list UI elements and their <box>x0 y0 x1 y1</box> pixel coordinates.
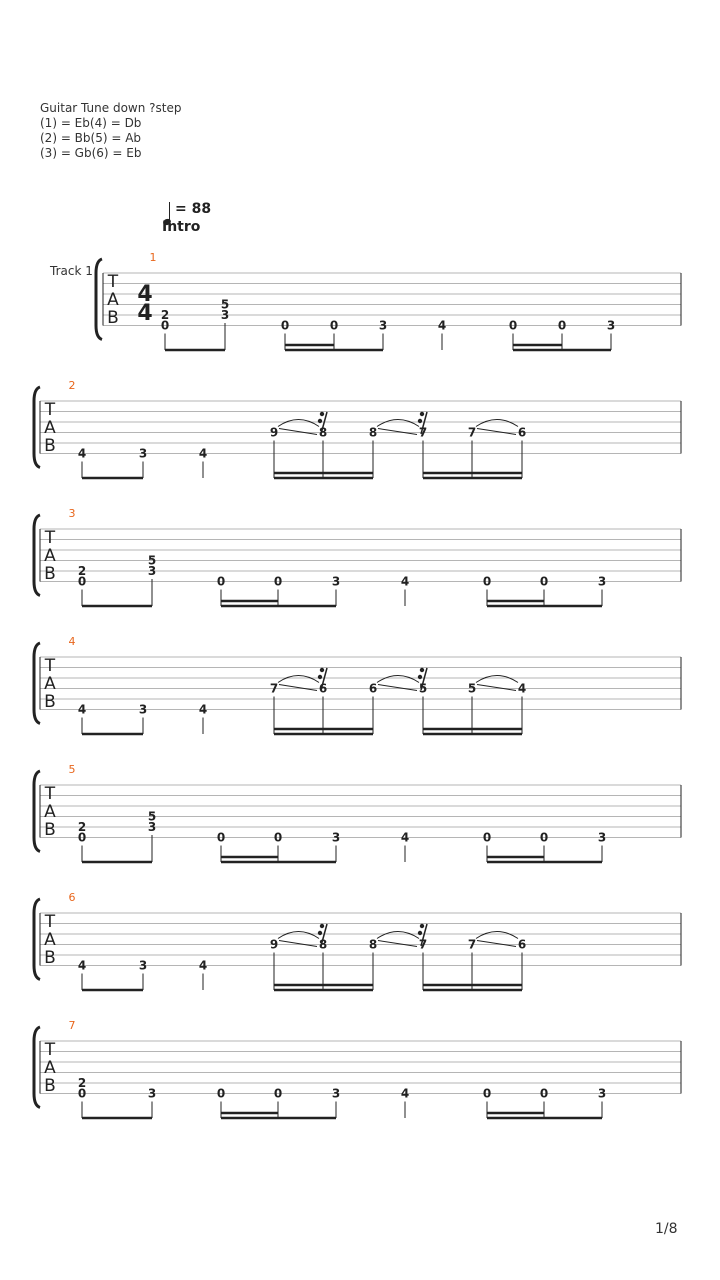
fret-number: 3 <box>138 446 148 461</box>
fret-number: 4 <box>437 318 447 333</box>
tab-clef-letter: B <box>44 692 56 712</box>
section-label: Intro <box>162 219 201 235</box>
tab-system <box>34 1027 681 1118</box>
fret-number: 3 <box>597 574 607 589</box>
fret-number: 3 <box>331 830 341 845</box>
slide-line <box>378 941 417 947</box>
fret-number: 4 <box>400 574 410 589</box>
fret-number: 3 <box>147 1086 157 1101</box>
measure-number: 1 <box>149 251 157 264</box>
fret-number: 3 <box>331 1086 341 1101</box>
tuning-line: (3) = Gb(6) = Eb <box>40 146 142 160</box>
fret-number: 3 <box>147 820 157 834</box>
fret-number: 0 <box>216 830 226 845</box>
rest-dot <box>318 419 322 423</box>
fret-number: 0 <box>539 574 549 589</box>
fret-number: 6 <box>517 425 527 440</box>
tab-system <box>96 259 681 350</box>
fret-number: 0 <box>280 318 290 333</box>
slur <box>377 420 419 427</box>
rest-dot <box>320 668 324 672</box>
system-bracket <box>34 1027 40 1108</box>
slur <box>278 676 319 683</box>
fret-number: 2 <box>77 1076 87 1090</box>
rest-dot <box>318 931 322 935</box>
rest-dot <box>420 668 424 672</box>
slide-line <box>279 685 317 691</box>
tab-system <box>34 771 681 862</box>
tab-clef-letter: T <box>44 912 56 932</box>
tab-clef-letter: A <box>44 930 56 950</box>
fret-number: 0 <box>77 574 87 589</box>
fret-number: 5 <box>147 553 157 568</box>
time-signature-denominator: 4 <box>137 301 153 326</box>
fret-number: 4 <box>198 446 208 461</box>
tab-clef-letter: A <box>44 674 56 694</box>
slide-line <box>378 429 417 435</box>
tab-clef-letter: T <box>44 400 56 420</box>
tab-clef-letter: B <box>44 1076 56 1096</box>
fret-number: 6 <box>368 681 378 696</box>
fret-number: 3 <box>138 958 148 973</box>
system-bracket <box>96 259 102 340</box>
measure-number: 4 <box>68 635 76 648</box>
tab-system <box>34 387 681 478</box>
fret-number: 4 <box>77 446 87 461</box>
rest-dot <box>418 931 422 935</box>
tab-clef-letter: B <box>44 564 56 584</box>
fret-number: 3 <box>147 564 157 578</box>
fret-number: 9 <box>269 425 279 440</box>
fret-number: 4 <box>517 681 527 696</box>
fret-number: 8 <box>318 425 328 440</box>
tab-clef-letter: B <box>44 948 56 968</box>
fret-number: 2 <box>77 820 87 834</box>
fret-number: 0 <box>482 574 492 589</box>
measure-number: 5 <box>68 763 76 776</box>
slide-line <box>477 685 516 691</box>
fret-number: 0 <box>539 1086 549 1101</box>
slur <box>377 676 419 683</box>
tab-clef-letter: A <box>107 290 119 310</box>
fret-number: 7 <box>418 425 428 440</box>
fret-number: 0 <box>216 574 226 589</box>
slide-line <box>279 429 317 435</box>
fret-number: 5 <box>418 681 428 696</box>
fret-number: 8 <box>368 425 378 440</box>
rest-dot <box>320 924 324 928</box>
fret-number: 8 <box>368 937 378 952</box>
slur <box>278 420 319 427</box>
tab-clef-letter: B <box>107 308 119 328</box>
rest-dot <box>318 675 322 679</box>
slur <box>278 932 319 939</box>
system-bracket <box>34 387 40 468</box>
fret-number: 0 <box>273 830 283 845</box>
fret-number: 4 <box>77 702 87 717</box>
fret-number: 0 <box>539 830 549 845</box>
fret-number: 4 <box>198 958 208 973</box>
page-number: 1/8 <box>655 1221 678 1237</box>
rest-dot <box>320 412 324 416</box>
fret-number: 4 <box>400 830 410 845</box>
tab-clef-letter: A <box>44 546 56 566</box>
measure-number: 6 <box>68 891 76 904</box>
tab-clef-letter: A <box>44 802 56 822</box>
tab-system <box>34 899 681 990</box>
fret-number: 0 <box>77 1086 87 1101</box>
fret-number: 3 <box>606 318 616 333</box>
fret-number: 4 <box>77 958 87 973</box>
slide-line <box>279 941 317 947</box>
rest-dot <box>418 419 422 423</box>
fret-number: 3 <box>378 318 388 333</box>
fret-number: 5 <box>220 297 230 312</box>
fret-number: 0 <box>273 1086 283 1101</box>
fret-number: 0 <box>329 318 339 333</box>
fret-number: 7 <box>467 937 477 952</box>
slur <box>377 932 419 939</box>
fret-number: 0 <box>77 830 87 845</box>
tuning-line: (2) = Bb(5) = Ab <box>40 131 142 145</box>
slur <box>476 932 518 939</box>
slur <box>476 676 518 683</box>
fret-number: 0 <box>482 830 492 845</box>
fret-number: 2 <box>160 308 170 322</box>
fret-number: 0 <box>557 318 567 333</box>
slide-line <box>477 941 516 947</box>
fret-number: 7 <box>269 681 279 696</box>
tuning-line: (1) = Eb(4) = Db <box>40 116 142 130</box>
tab-clef-letter: T <box>44 1040 56 1060</box>
rest-dot <box>420 412 424 416</box>
system-bracket <box>34 771 40 852</box>
tab-clef-letter: T <box>44 528 56 548</box>
measure-number: 2 <box>68 379 76 392</box>
track-label: Track 1 <box>50 264 93 278</box>
time-signature-numerator: 4 <box>137 282 153 307</box>
fret-number: 0 <box>482 1086 492 1101</box>
fret-number: 5 <box>147 809 157 824</box>
tempo-value: = 88 <box>175 201 212 217</box>
fret-number: 8 <box>318 937 328 952</box>
system-bracket <box>34 899 40 980</box>
fret-number: 3 <box>597 830 607 845</box>
fret-number: 3 <box>138 702 148 717</box>
measure-number: 3 <box>68 507 76 520</box>
tab-system <box>34 643 681 734</box>
fret-number: 7 <box>467 425 477 440</box>
fret-number: 7 <box>418 937 428 952</box>
rest-dot <box>420 924 424 928</box>
tab-clef-letter: B <box>44 820 56 840</box>
tab-clef-letter: B <box>44 436 56 456</box>
rest-dot <box>418 675 422 679</box>
fret-number: 0 <box>273 574 283 589</box>
fret-number: 4 <box>400 1086 410 1101</box>
fret-number: 2 <box>77 564 87 578</box>
fret-number: 3 <box>331 574 341 589</box>
fret-number: 6 <box>517 937 527 952</box>
tuning-title: Guitar Tune down ?step <box>40 101 182 115</box>
fret-number: 4 <box>198 702 208 717</box>
fret-number: 5 <box>467 681 477 696</box>
fret-number: 6 <box>318 681 328 696</box>
tab-system <box>34 515 681 606</box>
slur <box>476 420 518 427</box>
fret-number: 3 <box>597 1086 607 1101</box>
fret-number: 0 <box>508 318 518 333</box>
slide-line <box>477 429 516 435</box>
system-bracket <box>34 515 40 596</box>
tab-clef-letter: A <box>44 418 56 438</box>
fret-number: 0 <box>216 1086 226 1101</box>
fret-number: 9 <box>269 937 279 952</box>
tab-clef-letter: T <box>44 784 56 804</box>
fret-number: 0 <box>160 318 170 333</box>
tab-clef-letter: T <box>107 272 119 292</box>
measure-number: 7 <box>68 1019 76 1032</box>
tab-clef-letter: T <box>44 656 56 676</box>
slide-line <box>378 685 417 691</box>
fret-number: 3 <box>220 308 230 322</box>
tab-clef-letter: A <box>44 1058 56 1078</box>
system-bracket <box>34 643 40 724</box>
